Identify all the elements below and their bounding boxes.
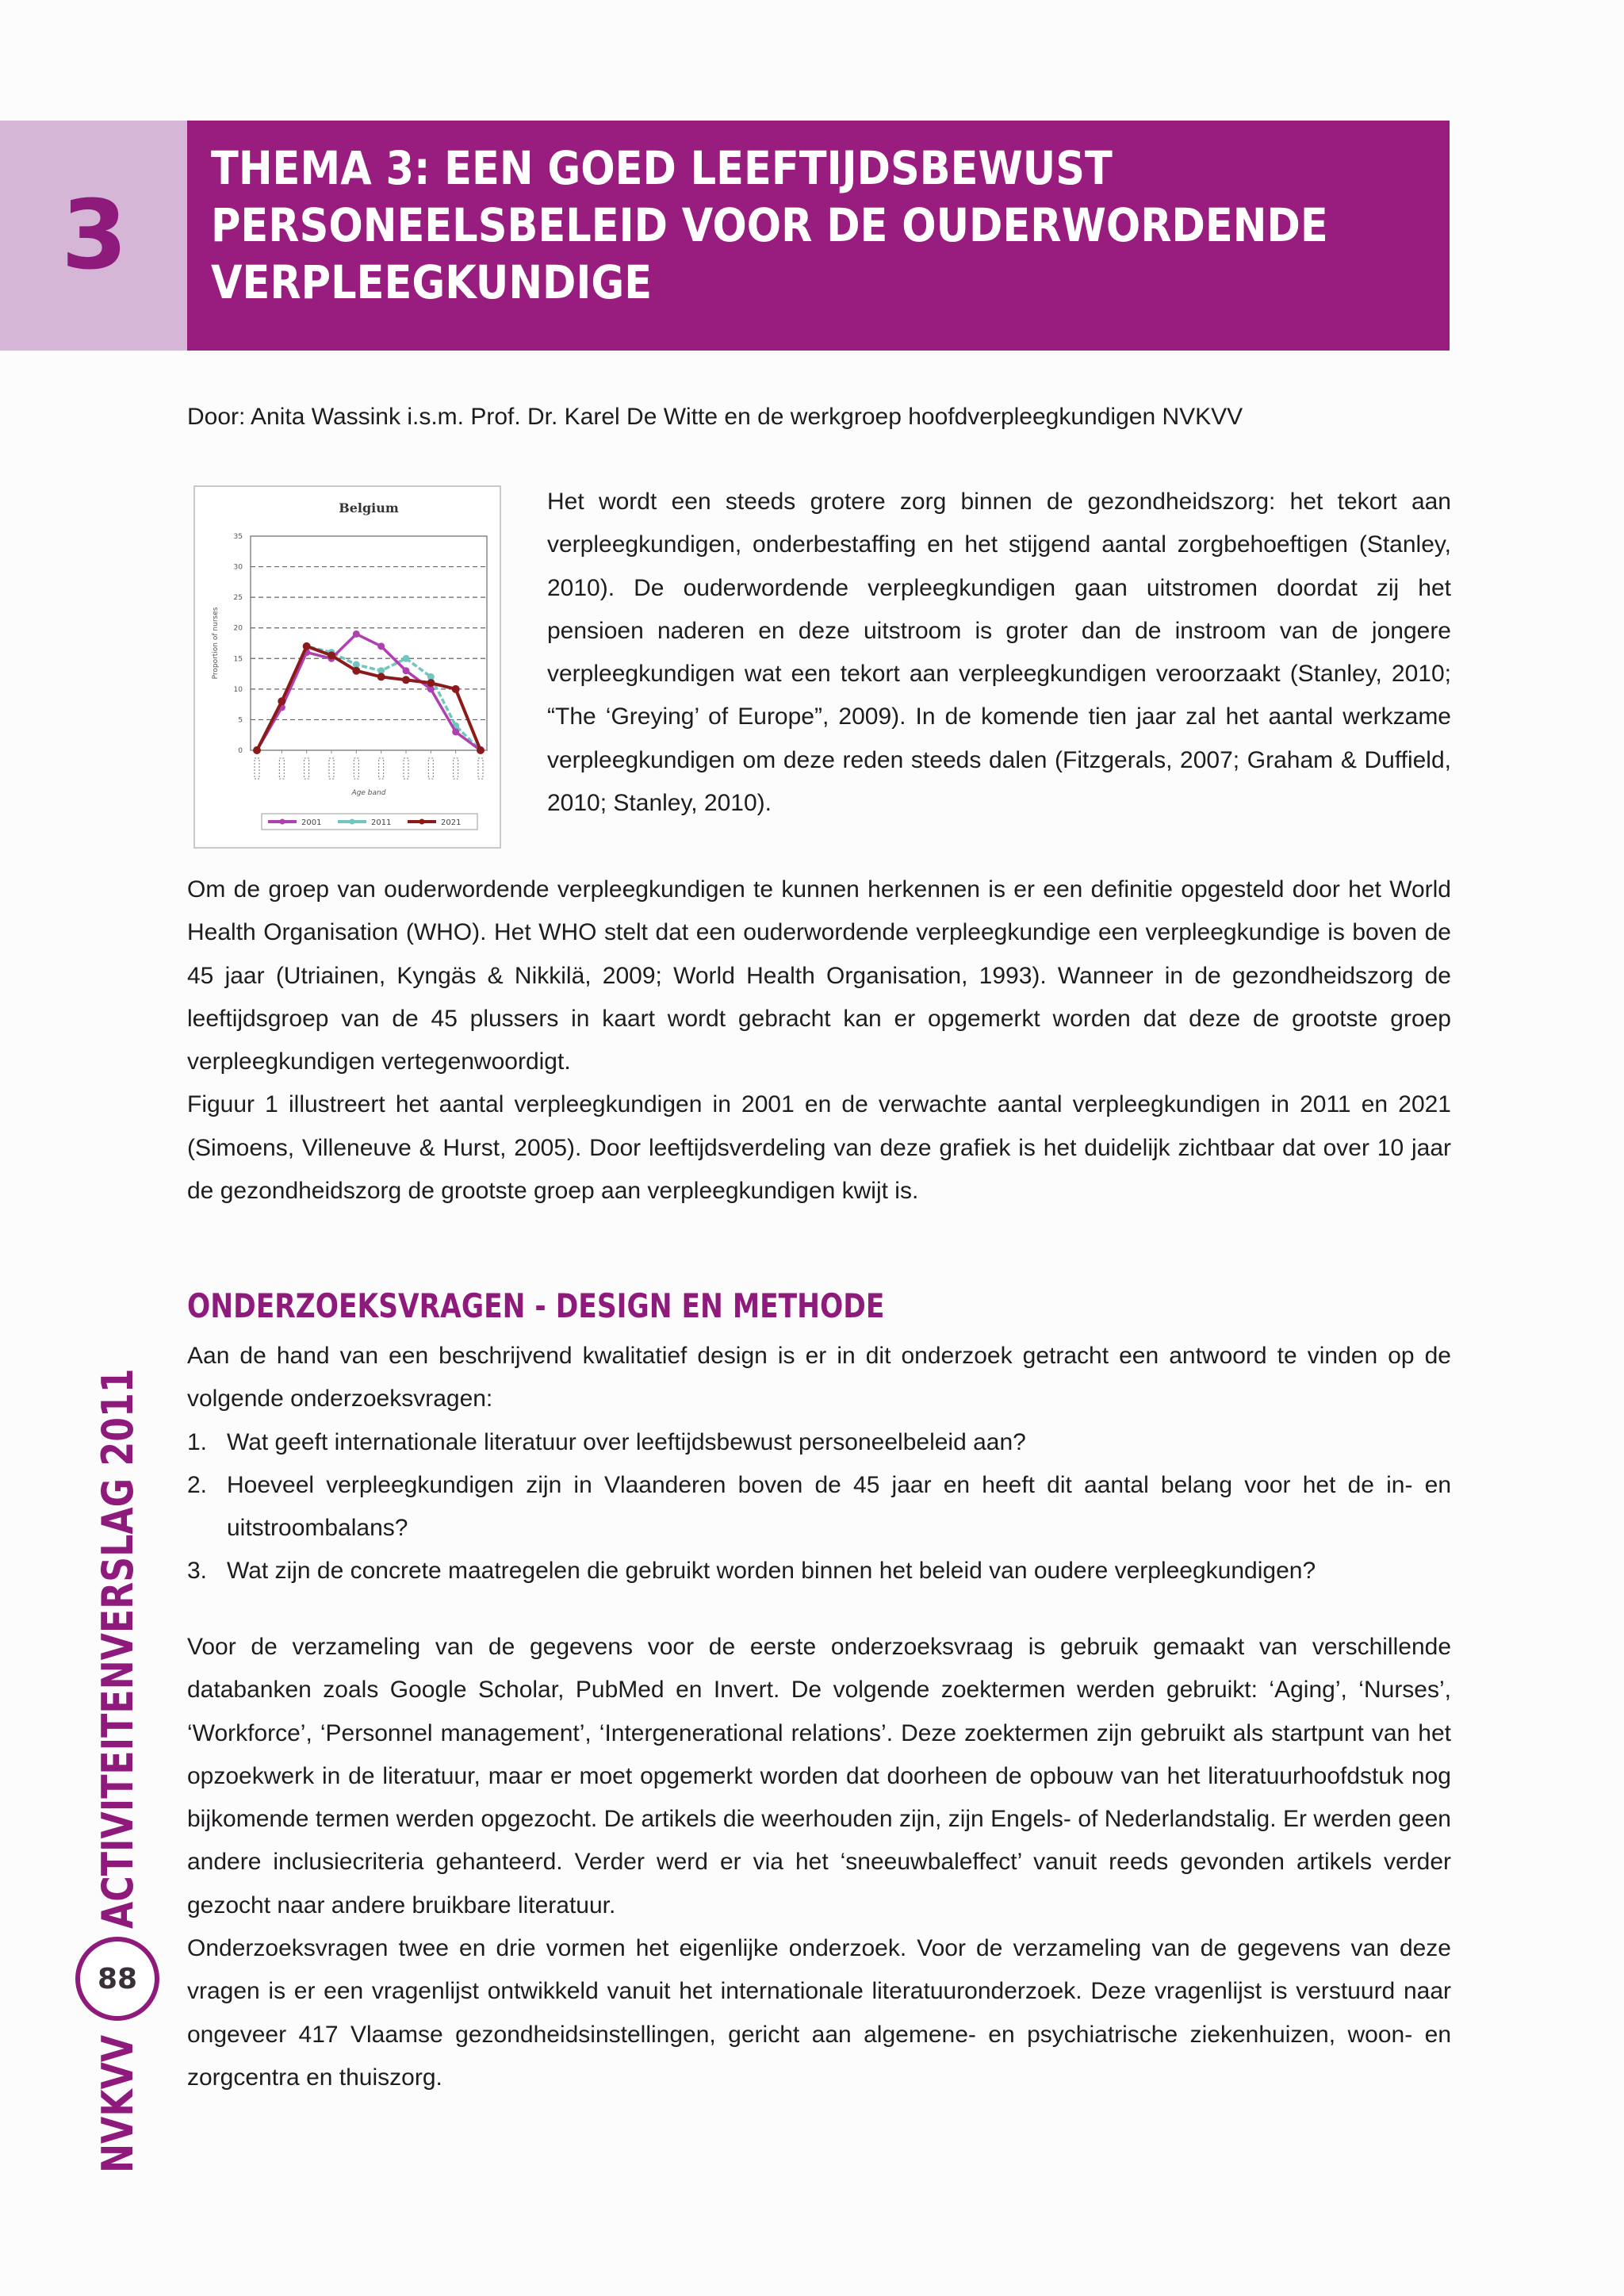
line-chart [195, 487, 500, 847]
brand-name: NVKVV [92, 2034, 143, 2173]
plot-area [251, 536, 487, 750]
y-tick-label: 30 [233, 563, 243, 572]
x-tick-label [478, 758, 483, 779]
x-tick-label [255, 758, 259, 779]
data-point-2001 [452, 728, 459, 735]
sidebar-footer [75, 1245, 159, 2173]
x-tick-label [279, 758, 284, 779]
y-tick-label: 20 [233, 624, 243, 633]
legend-label-2001: 2001 [301, 818, 322, 827]
y-axis-label: Proportion of nurses [212, 607, 220, 680]
y-tick-label: 25 [233, 594, 243, 603]
y-tick-label: 0 [238, 747, 243, 755]
x-tick-label [454, 758, 458, 779]
research-questions-block [187, 1335, 1451, 1593]
data-point-2021 [377, 673, 385, 680]
who-definition-block [187, 868, 1451, 1213]
list-item [187, 1550, 1451, 1593]
chart-title: Belgium [339, 500, 399, 516]
method-paragraph-1: Voor de verzameling van de gegevens voor de eerste onderzoeksvraag is gebruik gemaakt van verschillende databanken zoals Google Scholar, PubMed en Invert. De volgende zoektermen werden gebruikt: ‘Aging’, ‘Nurses’, ‘Workforce’, ‘Personnel management’, ‘Intergenerational relations’. Deze zoektermen zijn gebruikt als startpunt van het opzoekwerk in de literatuur, maar er moet opgemerkt worden dat doorheen de opbouw van het literatuurhoofdstuk nog bijkomende termen werden opgezocht. De artikels die weerhouden zijn, zijn Engels- of Nederlandstalig. Er werden geen andere inclusiecriteria gehanteerd. Verder werd er via het ‘sneeuwbaleffect’ vanuit reeds gevonden artikels verder gezocht naar andere bruikbare literatuur. [187, 1634, 1451, 1918]
data-point-2011 [403, 655, 410, 662]
chapter-number: 3 [61, 180, 126, 291]
method-paragraph-2: Onderzoeksvragen twee en drie vormen het eigenlijke onderzoek. Voor de verzameling van de gegevens van deze vragen is er een vragenlijst ontwikkeld vanuit het internationale literatuuronderzoek. Deze vragenlijst is verstuurd naar ongeveer 417 Vlaamse gezondheidsinstellingen, gericht aan algemene- en psychiatrische ziekenhuizen, woon- en zorgcentra en thuiszorg. [187, 1935, 1451, 2091]
research-questions-list [187, 1421, 1451, 1593]
x-tick-label [404, 758, 408, 779]
legend-label-2011: 2011 [371, 818, 392, 827]
chapter-title-banner [187, 121, 1450, 351]
chapter-title-line-3: VERPLEEGKUNDIGE [211, 255, 653, 309]
who-paragraph: Om de groep van ouderwordende verpleegkundigen te kunnen herkennen is er een definitie opgesteld door het World Health Organisation (WHO). Het WHO stelt dat een ouderwordende verpleegkundige een verpleegkundige is boven de 45 jaar (Utriainen, Kyngäs & Nikkilä, 2009; World Health Organisation, 1993). Wanneer in de gezondheidszorg de leeftijdsgroep van de 45 plussers in kaart wordt gebracht kan er opgemerkt worden dat deze de grootste groep verpleegkundigen vertegenwoordigt. [187, 876, 1451, 1075]
legend-marker-2001 [280, 819, 285, 825]
data-point-2021 [427, 679, 435, 687]
method-block [187, 1626, 1451, 2099]
list-item [187, 1421, 1451, 1464]
page-number: 88 [97, 1962, 138, 1995]
data-point-2021 [352, 667, 360, 675]
chapter-title-line-1: THEMA 3: EEN GOED LEEFTIJDSBEWUST [211, 141, 1113, 195]
legend-label-2021: 2021 [441, 818, 462, 827]
question-text: Wat zijn de concrete maatregelen die gebruikt worden binnen het beleid van oudere verpleegkundigen? [227, 1558, 1316, 1585]
legend-marker-2011 [350, 819, 355, 825]
question-number: 2. [187, 1471, 208, 1498]
data-point-2021 [278, 697, 285, 705]
chapter-title-line-2: PERSONEELSBELEID VOOR DE OUDERWORDENDE [211, 198, 1328, 252]
question-number: 1. [187, 1428, 208, 1455]
x-axis-label: Age band [351, 789, 386, 797]
x-tick-label [304, 758, 309, 779]
author-byline: Door: Anita Wassink i.s.m. Prof. Dr. Karel De Witte en de werkgroep hoofdverpleegkundigen NVKVV [187, 404, 1243, 430]
data-point-2001 [403, 667, 410, 674]
figure-nurses-age-chart [193, 485, 501, 849]
question-number: 3. [187, 1558, 208, 1585]
x-tick-label [354, 758, 358, 779]
page-number-badge [75, 1937, 159, 2021]
data-point-2021 [303, 642, 311, 650]
question-text: Hoeveel verpleegkundigen zijn in Vlaanderen boven de 45 jaar en heeft dit aantal belang voor het de in- en uitstroombalans? [227, 1471, 1451, 1542]
data-point-2021 [327, 651, 335, 659]
section-heading: ONDERZOEKSVRAGEN - DESIGN EN METHODE [187, 1286, 885, 1325]
x-tick-label [329, 758, 334, 779]
data-point-2021 [402, 676, 410, 684]
y-tick-label: 5 [238, 716, 243, 725]
data-point-2021 [477, 746, 485, 754]
x-tick-label [428, 758, 433, 779]
question-text: Wat geeft internationale literatuur over leeftijdsbewust personeelbeleid aan? [227, 1428, 1026, 1455]
intro-paragraph: Het wordt een steeds grotere zorg binnen de gezondheidszorg: het tekort aan verpleegkundigen, onderbestaffing en het stijgend aantal zorgbehoeftigen (Stanley, 2010). De ouderwordende verpleegkundigen gaan uitstromen doordat zij het pensioen naderen en deze uitstroom is groter dan de instroom van de jongere verpleegkundigen wat een tekort aan verpleegkundigen veroorzaakt (Stanley, 2010; “The ‘Greying’ of Europe”, 2009). In de komende tien jaar zal het aantal werkzame verpleegkundigen om deze reden steeds dalen (Fitzgerals, 2007; Graham & Duffield, 2010; Stanley, 2010). [547, 489, 1451, 817]
data-point-2001 [377, 642, 385, 650]
x-tick-label [379, 758, 384, 779]
y-tick-label: 15 [233, 655, 243, 664]
list-item [187, 1464, 1451, 1550]
data-point-2021 [452, 685, 460, 693]
figure-reference-paragraph: Figuur 1 illustreert het aantal verpleegkundigen in 2001 en de verwachte aantal verpleegkundigen in 2011 en 2021 (Simoens, Villeneuve & Hurst, 2005). Door leeftijdsverdeling van deze grafiek is het duidelijk zichtbaar dat over 10 jaar de gezondheidszorg de grootste groep aan verpleegkundigen kwijt is. [187, 1091, 1451, 1205]
data-point-2021 [253, 746, 261, 754]
y-tick-label: 35 [233, 533, 243, 541]
chapter-number-box [0, 121, 187, 351]
y-tick-label: 10 [233, 685, 243, 694]
report-title: ACTIVITEITENVERSLAG 2011 [92, 1367, 143, 1929]
questions-intro: Aan de hand van een beschrijvend kwalitatief design is er in dit onderzoek getracht een antwoord te vinden op de volgende onderzoeksvragen: [187, 1343, 1451, 1412]
legend-marker-2021 [419, 819, 425, 825]
data-point-2001 [353, 631, 360, 638]
